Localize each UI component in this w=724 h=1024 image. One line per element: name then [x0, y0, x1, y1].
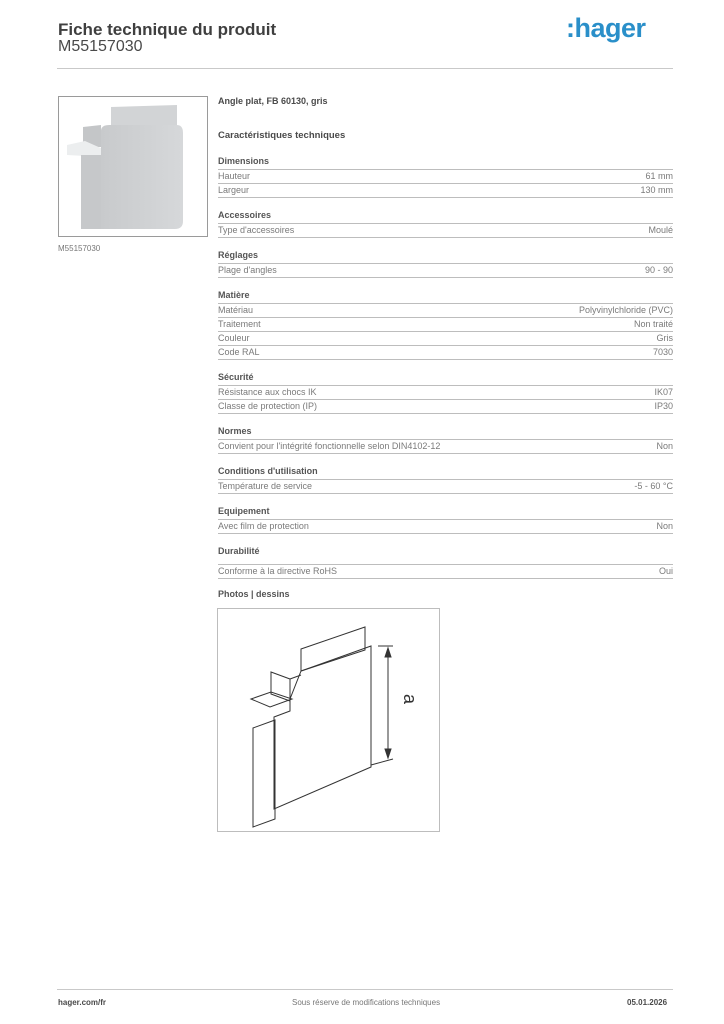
group-title: Normes: [218, 426, 673, 440]
group-title: Matière: [218, 290, 673, 304]
spec-row: [218, 264, 673, 278]
technical-drawing: [217, 608, 440, 832]
spec-label: Couleur: [218, 333, 250, 343]
product-photo-icon: [59, 97, 207, 236]
spec-row: [218, 332, 673, 346]
spec-value: Oui: [658, 566, 673, 576]
spec-row: [218, 224, 673, 238]
group-title: Dimensions: [218, 156, 673, 170]
technical-sheet: [218, 96, 673, 579]
spec-value: 90 - 90: [644, 265, 673, 275]
spec-value: Polyvinylchloride (PVC): [578, 305, 673, 315]
spec-label: Matériau: [218, 305, 254, 315]
spec-label: Convient pour l'intégrité fonctionnelle selon DIN4102-12: [218, 441, 441, 451]
spec-row: [218, 346, 673, 360]
group-dimensions: [218, 156, 673, 198]
website-link[interactable]: hager.com/fr: [58, 998, 107, 1007]
spec-row: [218, 184, 673, 198]
spec-value: Moulé: [648, 225, 673, 235]
spec-label: Classe de protection (IP): [218, 401, 318, 411]
spec-value: Non: [656, 441, 673, 451]
spec-label: Température de service: [218, 481, 313, 491]
spec-value: Gris: [656, 333, 673, 343]
group-title: Sécurité: [218, 372, 673, 386]
product-reference: M55157030: [58, 38, 143, 55]
group-matiere: [218, 290, 673, 360]
group-title: Réglages: [218, 250, 673, 264]
spec-value: IP30: [654, 401, 673, 411]
page-title: Fiche technique du produit: [58, 20, 277, 39]
drawings-title: Photos | dessins: [218, 589, 290, 599]
product-name: Angle plat, FB 60130, gris: [218, 96, 328, 106]
spec-value: Non traité: [633, 319, 673, 329]
spec-label: Résistance aux chocs IK: [218, 387, 317, 397]
spec-value: Non: [656, 521, 673, 531]
spec-label: Plage d'angles: [218, 265, 277, 275]
spec-row: [218, 520, 673, 534]
spec-row: [218, 318, 673, 332]
spec-label: Conforme à la directive RoHS: [218, 566, 338, 576]
spec-label: Avec film de protection: [218, 521, 309, 531]
svg-text:a: a: [400, 694, 420, 705]
group-conditions: [218, 466, 673, 494]
spec-row: [218, 565, 673, 579]
spec-label: Code RAL: [218, 347, 260, 357]
footer-notice: Sous réserve de modifications techniques: [292, 998, 441, 1007]
spec-row: [218, 440, 673, 454]
header-divider: [57, 68, 673, 69]
spec-value: 130 mm: [640, 185, 673, 195]
group-reglages: [218, 250, 673, 278]
group-title: Accessoires: [218, 210, 673, 224]
spec-row: [218, 386, 673, 400]
group-title: Conditions d'utilisation: [218, 466, 673, 480]
spec-row: [218, 304, 673, 318]
group-title: Durabilité: [218, 546, 673, 565]
spec-label: Type d'accessoires: [218, 225, 295, 235]
product-photo: [58, 96, 208, 237]
hager-logo: :hager: [566, 13, 646, 43]
group-equipement: [218, 506, 673, 534]
spec-label: Traitement: [218, 319, 261, 329]
section-title: Caractéristiques techniques: [218, 130, 346, 141]
spec-label: Largeur: [218, 185, 250, 195]
angle-drawing-icon: [218, 609, 439, 831]
spec-value: -5 - 60 °C: [634, 481, 673, 491]
group-normes: [218, 426, 673, 454]
spec-value: 61 mm: [645, 171, 673, 181]
spec-value: IK07: [654, 387, 673, 397]
footer-divider: [57, 989, 673, 990]
group-durabilite: [218, 546, 673, 579]
document-date: 05.01.2026: [627, 998, 668, 1007]
spec-label: Hauteur: [218, 171, 251, 181]
photo-caption: M55157030: [58, 244, 101, 253]
group-accessoires: [218, 210, 673, 238]
group-securite: [218, 372, 673, 414]
spec-value: 7030: [652, 347, 673, 357]
spec-row: [218, 480, 673, 494]
group-title: Equipement: [218, 506, 673, 520]
spec-row: [218, 170, 673, 184]
spec-row: [218, 400, 673, 414]
